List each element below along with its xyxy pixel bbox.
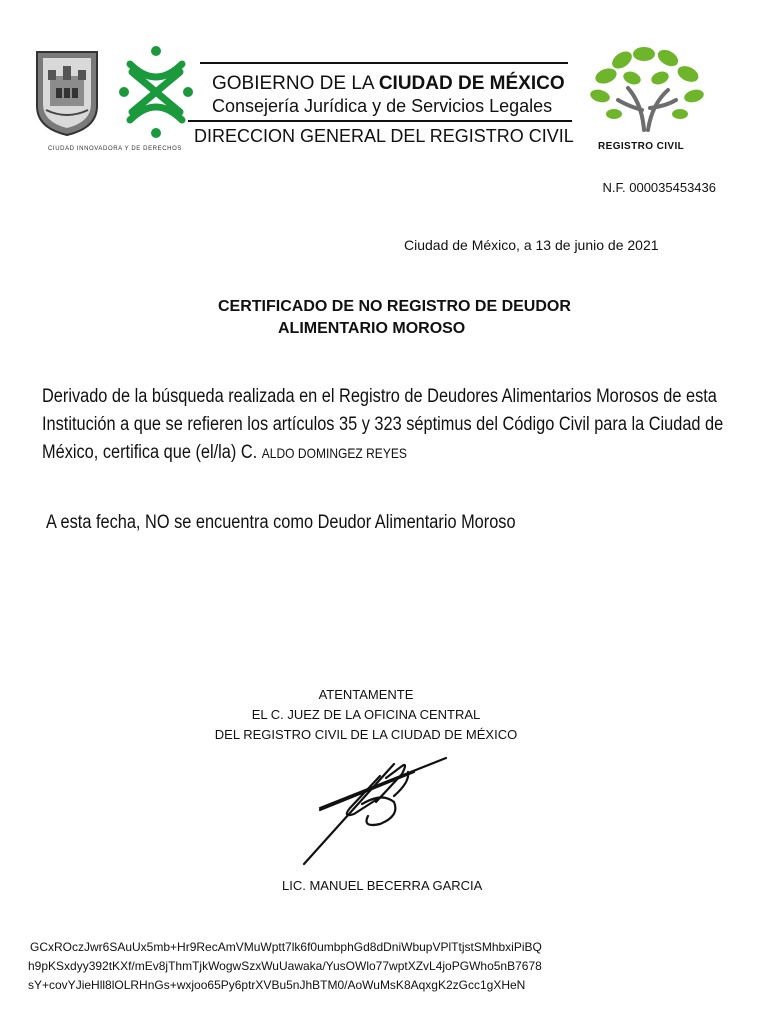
closing-line-2: EL C. JUEZ DE LA OFICINA CENTRAL [251, 707, 481, 722]
header-rule-top [200, 62, 568, 64]
certificate-title [218, 296, 571, 340]
closing-block [200, 685, 532, 745]
handwritten-signature [290, 752, 466, 870]
consejeria-heading: Consejería Jurídica y de Servicios Legales [212, 96, 553, 116]
folio-number: N.F. 000035453436 [602, 180, 716, 195]
closing-line-1: ATENTAMENTE [318, 687, 414, 702]
cdmx-coat-of-arms-icon [34, 50, 100, 136]
debtor-status-statement: A esta fecha, NO se encuentra como Deudor Alimentario Moroso [46, 512, 516, 533]
registro-civil-label: REGISTRO CIVIL [598, 141, 685, 152]
gov-prefix: GOBIERNO DE LA [212, 73, 379, 94]
person-name: ALDO DOMINGEZ REYES [261, 445, 407, 461]
hash-line-2: h9pKSxdyy392tKXf/mEv8jThmTjkWogwSzxWuUawaka/YusOWlo77wptXZvL4joPGWho5nB7678 [28, 959, 542, 973]
title-line-1: CERTIFICADO DE NO REGISTRO DE DEUDOR [218, 298, 571, 315]
direccion-heading: DIRECCION GENERAL DEL REGISTRO CIVIL [194, 126, 574, 146]
digital-seal-hash [28, 938, 542, 995]
hash-line-1: GCxROczJwr6SAuUx5mb+Hr9RecAmVMuWptt7lk6f0umbphGd8dDniWbupVPlTtjstSMhbxiPiBQ [30, 940, 542, 954]
date-line: Ciudad de México, a 13 de junio de 2021 [404, 237, 659, 253]
gov-city: CIUDAD DE MÉXICO [378, 73, 565, 94]
hash-line-3: sY+covYJieHll8lOLRHnGs+wxjoo65Py6ptrXVBu5nJhBTM0/AoWuMsK8AqxgK2zGcc1gXHeN [28, 978, 526, 992]
closing-line-3: DEL REGISTRO CIVIL DE LA CIUDAD DE MÉXICO [214, 727, 518, 742]
certification-paragraph [42, 383, 743, 467]
header-rule-middle [188, 120, 572, 122]
title-line-2: ALIMENTARIO MOROSO [278, 320, 466, 337]
gobierno-heading [212, 73, 565, 95]
shield-caption: CIUDAD INNOVADORA Y DE DERECHOS [48, 146, 182, 152]
cdmx-knot-logo-icon [118, 44, 194, 140]
registro-civil-tree-icon [584, 44, 710, 134]
paragraph-text: Derivado de la búsqueda realizada en el Registro de Deudores Alimentarios Morosos de esta Institución a que se refieren los artículos 35 y 323 séptimus del Código Civil para la Ciudad de México, certifica que (el/la) C. [42, 386, 724, 463]
signer-name: LIC. MANUEL BECERRA GARCIA [282, 878, 483, 893]
